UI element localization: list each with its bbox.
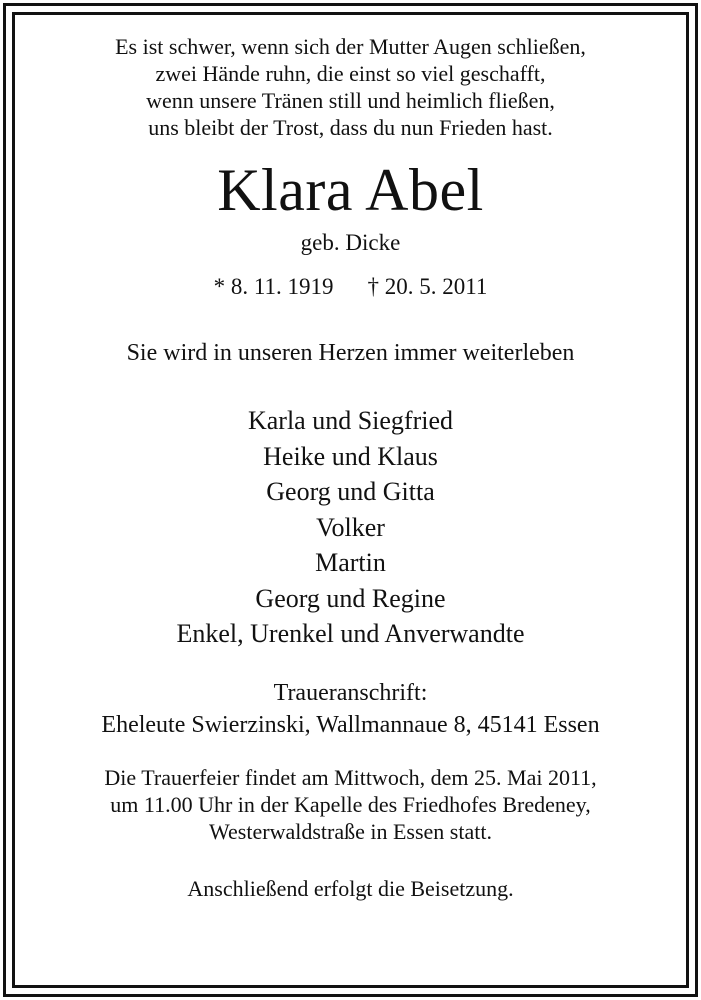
death-date: † 20. 5. 2011 bbox=[367, 274, 488, 299]
memorial-tagline: Sie wird in unseren Herzen immer weiterleben bbox=[126, 340, 575, 366]
ceremony-line: Die Trauerfeier findet am Mittwoch, dem 25. Mai 2011, bbox=[104, 764, 597, 790]
ceremony-line: Westerwaldstraße in Essen statt. bbox=[209, 818, 492, 844]
deceased-name: Klara Abel bbox=[217, 157, 484, 223]
ceremony-line: um 11.00 Uhr in der Kapelle des Friedhofes Bredeney, bbox=[110, 791, 591, 817]
poem-line: uns bleibt der Trost, dass du nun Frieden hast. bbox=[148, 115, 553, 140]
maiden-name: geb. Dicke bbox=[300, 230, 401, 255]
obituary-notice bbox=[15, 15, 686, 902]
mourning-address: Eheleute Swierzinski, Wallmannaue 8, 45141 Essen bbox=[101, 711, 600, 738]
poem-line: wenn unsere Tränen still und heimlich fließen, bbox=[146, 88, 555, 113]
mourner-entry: Enkel, Urenkel und Anverwandte bbox=[176, 619, 525, 648]
mourner-entry: Georg und Gitta bbox=[266, 477, 435, 506]
mourners-list bbox=[15, 403, 686, 652]
mourning-address-label: Traueranschrift: bbox=[273, 679, 428, 706]
burial-info: Anschließend erfolgt die Beisetzung. bbox=[187, 875, 514, 901]
life-dates bbox=[15, 273, 686, 301]
birth-date: * 8. 11. 1919 bbox=[213, 274, 334, 299]
ceremony-info bbox=[15, 764, 686, 845]
mourner-entry: Georg und Regine bbox=[255, 583, 446, 613]
mourner-entry: Karla und Siegfried bbox=[247, 406, 454, 435]
poem-line: Es ist schwer, wenn sich der Mutter Augen schließen, bbox=[115, 34, 586, 59]
mourner-entry: Martin bbox=[315, 548, 386, 577]
mourner-entry: Heike und Klaus bbox=[263, 441, 438, 471]
poem-line: zwei Hände ruhn, die einst so viel geschafft, bbox=[155, 61, 546, 86]
poem bbox=[15, 33, 686, 141]
mourner-entry: Volker bbox=[316, 512, 385, 542]
